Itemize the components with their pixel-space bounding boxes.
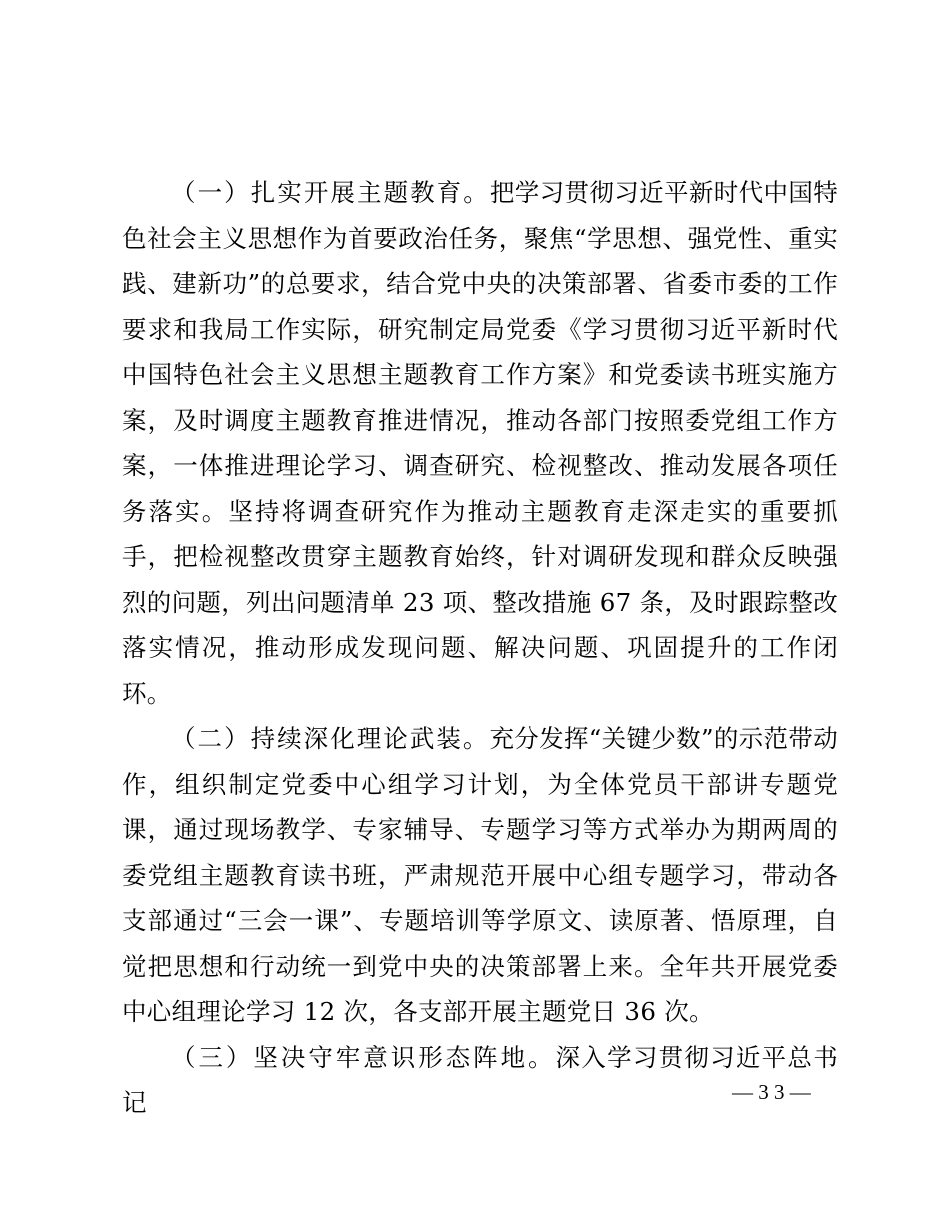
section-heading-1: （一）扎实开展主题教育。	[171, 178, 490, 207]
paragraph-2-text: 充分发挥“关键少数”的示范带动作，组织制定党委中心组学习计划，为全体党员干部讲专题党课，通过现场教学、专家辅导、专题学习等方式举办为期两周的委党组主题教育读书班，严肃规范开展中心组专题学习，带动各支部通过“三会一课”、专题培训等学原文、读原著、悟原理，自觉把思想和行动统一到党中央的决策部署上来。全年共开展党委中心组理论学习 12 次，各支部开展主题党日 36 次。	[122, 724, 838, 1026]
page-number: — 3 3 —	[732, 1080, 811, 1104]
document-body	[122, 170, 838, 1126]
section-heading-3: （三）坚决守牢意识形态阵地。	[171, 1042, 556, 1072]
section-heading-2: （二）持续深化理论武装。	[171, 724, 490, 753]
paragraph-1-text: 把学习贯彻习近平新时代中国特色社会主义思想作为首要政治任务，聚焦“学思想、强党性、重实践、建新功”的总要求，结合党中央的决策部署、省委市委的工作要求和我局工作实际，研究制定局党委《学习贯彻习近平新时代中国特色社会主义思想主题教育工作方案》和党委读书班实施方案，及时调度主题教育推进情况，推动各部门按照委党组工作方案，一体推进理论学习、调查研究、检视整改、推动发展各项任务落实。坚持将调查研究作为推动主题教育走深走实的重要抓手，把检视整改贯穿主题教育始终，针对调研发现和群众反映强烈的问题，列出问题清单 23 项、整改措施 67 条，及时跟踪整改落实情况，推动形成发现问题、解决问题、巩固提升的工作闭环。	[122, 178, 839, 708]
paragraph-1	[122, 170, 838, 716]
paragraph-3	[122, 1035, 838, 1126]
paragraph-2	[122, 716, 838, 1035]
paragraph-3-text: 深入学习贯彻习近平总书记	[122, 1042, 838, 1117]
